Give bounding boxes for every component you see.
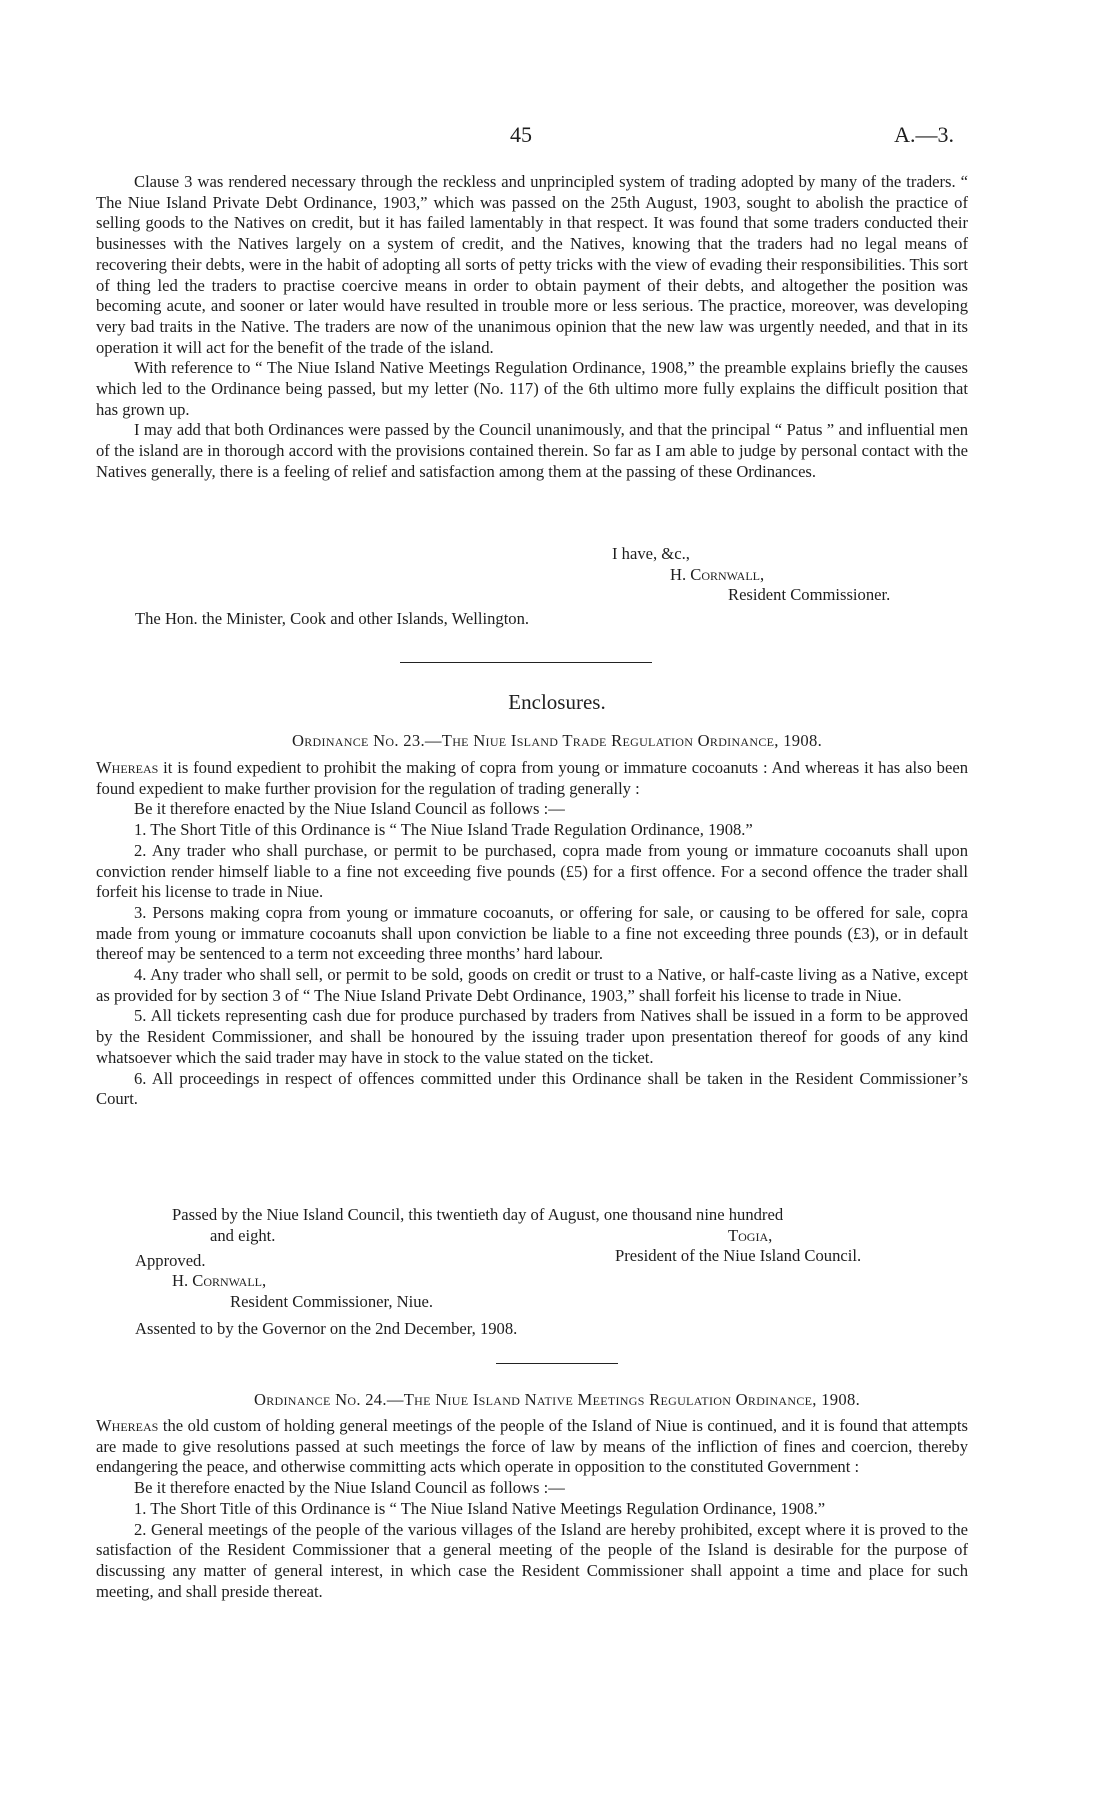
letter-addressee: The Hon. the Minister, Cook and other Islands, Wellington. (135, 609, 530, 628)
signatory-name: H. Cornwall, (670, 565, 765, 584)
ordinance-clause: 5. All tickets representing cash due for produce purchased by traders from Natives shall be issued in a form to be approved by the Resident Commissioner, and shall be honoured by the issuing trader upon presentation thereof for goods of any kind whatsoever which the said trader may have in stock to the value stated on the ticket. (96, 1006, 968, 1067)
page-header (0, 122, 1114, 152)
page-number: 45 (510, 122, 532, 147)
ordinance-clause: 1. The Short Title of this Ordinance is “ The Niue Island Trade Regulation Ordinance, 1908.” (134, 820, 753, 840)
ordinance-24-preamble (96, 1416, 968, 1478)
passed-statement: Passed by the Niue Island Council, this twentieth day of August, one thousand nine hundred (172, 1205, 784, 1224)
ordinance-24-body (96, 1416, 968, 1602)
signatory-title: Resident Commissioner. (728, 585, 891, 604)
enactment-line: Be it therefore enacted by the Niue Island Council as follows :— (134, 799, 565, 819)
assent-statement: Assented to by the Governor on the 2nd December, 1908. (135, 1319, 518, 1338)
ordinance-23-preamble (96, 758, 968, 799)
ordinance-24-title: Ordinance No. 24.—The Niue Island Native Meetings Regulation Ordinance, 1908. (253, 1390, 861, 1409)
passed-statement-cont: and eight. (210, 1226, 276, 1245)
approver-title: Resident Commissioner, Niue. (230, 1292, 434, 1311)
section-divider (400, 662, 652, 663)
approved-label: Approved. (135, 1251, 206, 1270)
president-title: President of the Niue Island Council. (615, 1246, 862, 1265)
approver-name: H. Cornwall, (172, 1271, 267, 1290)
preamble-text: it is found expedient to prohibit the making of copra from young or immature cocoanuts : And whereas it has also been found expedient to make further provision for the regulation of trading generally : (96, 758, 968, 798)
ordinance-clause: 2. Any trader who shall purchase, or permit to be purchased, copra made from young or immature cocoanuts shall upon conviction render himself liable to a fine not exceeding five pounds (£5) for a first offence. For a second offence the trader shall forfeit his license to trade in Niue. (96, 840, 968, 902)
whereas-word: Whereas (96, 758, 159, 777)
ordinance-23-title: Ordinance No. 23.—The Niue Island Trade Regulation Ordinance, 1908. (291, 731, 823, 750)
whereas-word: Whereas (96, 1416, 159, 1435)
ordinance-23-body (96, 758, 968, 1110)
ordinance-clause: 1. The Short Title of this Ordinance is “ The Niue Island Native Meetings Regulation Ordinance, 1908.” (134, 1498, 826, 1518)
letter-paragraph: Clause 3 was rendered necessary through the reckless and unprincipled system of trading adopted by many of the traders. “ The Niue Island Private Debt Ordinance, 1903,” which was passed on the 25th August, 1903, sought to abolish the practice of selling goods to the Natives on credit, but it has failed lamentably in that respect. It was found that some traders conducted their businesses with the Natives largely on a system of credit, and the Natives, knowing that the traders had no legal means of recovering their debts, were in the habit of adopting all sorts of petty tricks with the view of evading their responsibilities. This sort of thing led the traders to practise coercive means in order to obtain payment of their debts, and altogether the position was becoming acute, and sooner or later would have resulted in trouble more or less serious. The practice, moreover, was developing very bad traits in the Native. The traders are now of the unanimous opinion that the new law was urgently needed, and that in its operation it will act for the benefit of the trade of the island. (96, 172, 968, 357)
letter-closing: I have, &c., (612, 544, 690, 563)
ordinance-clause: 3. Persons making copra from young or immature cocoanuts, or offering for sale, or causing to be offered for sale, copra made from young or immature cocoanuts shall upon conviction be liable to a fine not exceeding three pounds (£3), or in default thereof may be sentenced to a term not exceeding three months’ hard labour. (96, 902, 968, 964)
president-name: Togia, (728, 1226, 773, 1245)
ordinance-clause: 4. Any trader who shall sell, or permit to be sold, goods on credit or trust to a Native, or half-caste living as a Native, except as provided for by section 3 of “ The Niue Island Private Debt Ordinance, 1903,” shall forfeit his license to trade in Niue. (96, 965, 968, 1005)
letter-paragraph: With reference to “ The Niue Island Native Meetings Regulation Ordinance, 1908,” the preamble explains briefly the causes which led to the Ordinance being passed, but my letter (No. 117) of the 6th ultimo more fully explains the difficult position that has grown up. (96, 358, 968, 419)
document-reference: A.—3. (894, 122, 954, 147)
letter-body (96, 172, 968, 483)
section-divider (496, 1363, 618, 1364)
enactment-line: Be it therefore enacted by the Niue Island Council as follows :— (134, 1478, 565, 1498)
letter-paragraph: I may add that both Ordinances were passed by the Council unanimously, and that the principal “ Patus ” and influential men of the island are in thorough accord with the provisions contained therein. So far as I am able to judge by personal contact with the Natives generally, there is a feeling of relief and satisfaction among them at the passing of these Ordinances. (96, 420, 968, 481)
preamble-text: the old custom of holding general meetings of the people of the Island of Niue is continued, and it is found that attempts are made to give resolutions passed at such meetings the force of law by means of the infliction of fines and coercion, thereby endangering the peace, and otherwise committing acts which operate in opposition to the constituted Government : (96, 1416, 968, 1477)
ordinance-clause: 2. General meetings of the people of the various villages of the Island are hereby prohibited, except where it is proved to the satisfaction of the Resident Commissioner that a general meeting of the people of the Island is desirable for the purpose of discussing any matter of general interest, in which case the Resident Commissioner shall appoint a time and place for such meeting, and shall preside thereat. (96, 1519, 968, 1601)
enclosures-heading: Enclosures. (508, 690, 606, 714)
ordinance-clause: 6. All proceedings in respect of offences committed under this Ordinance shall be taken in the Resident Commissioner’s Court. (96, 1068, 968, 1109)
